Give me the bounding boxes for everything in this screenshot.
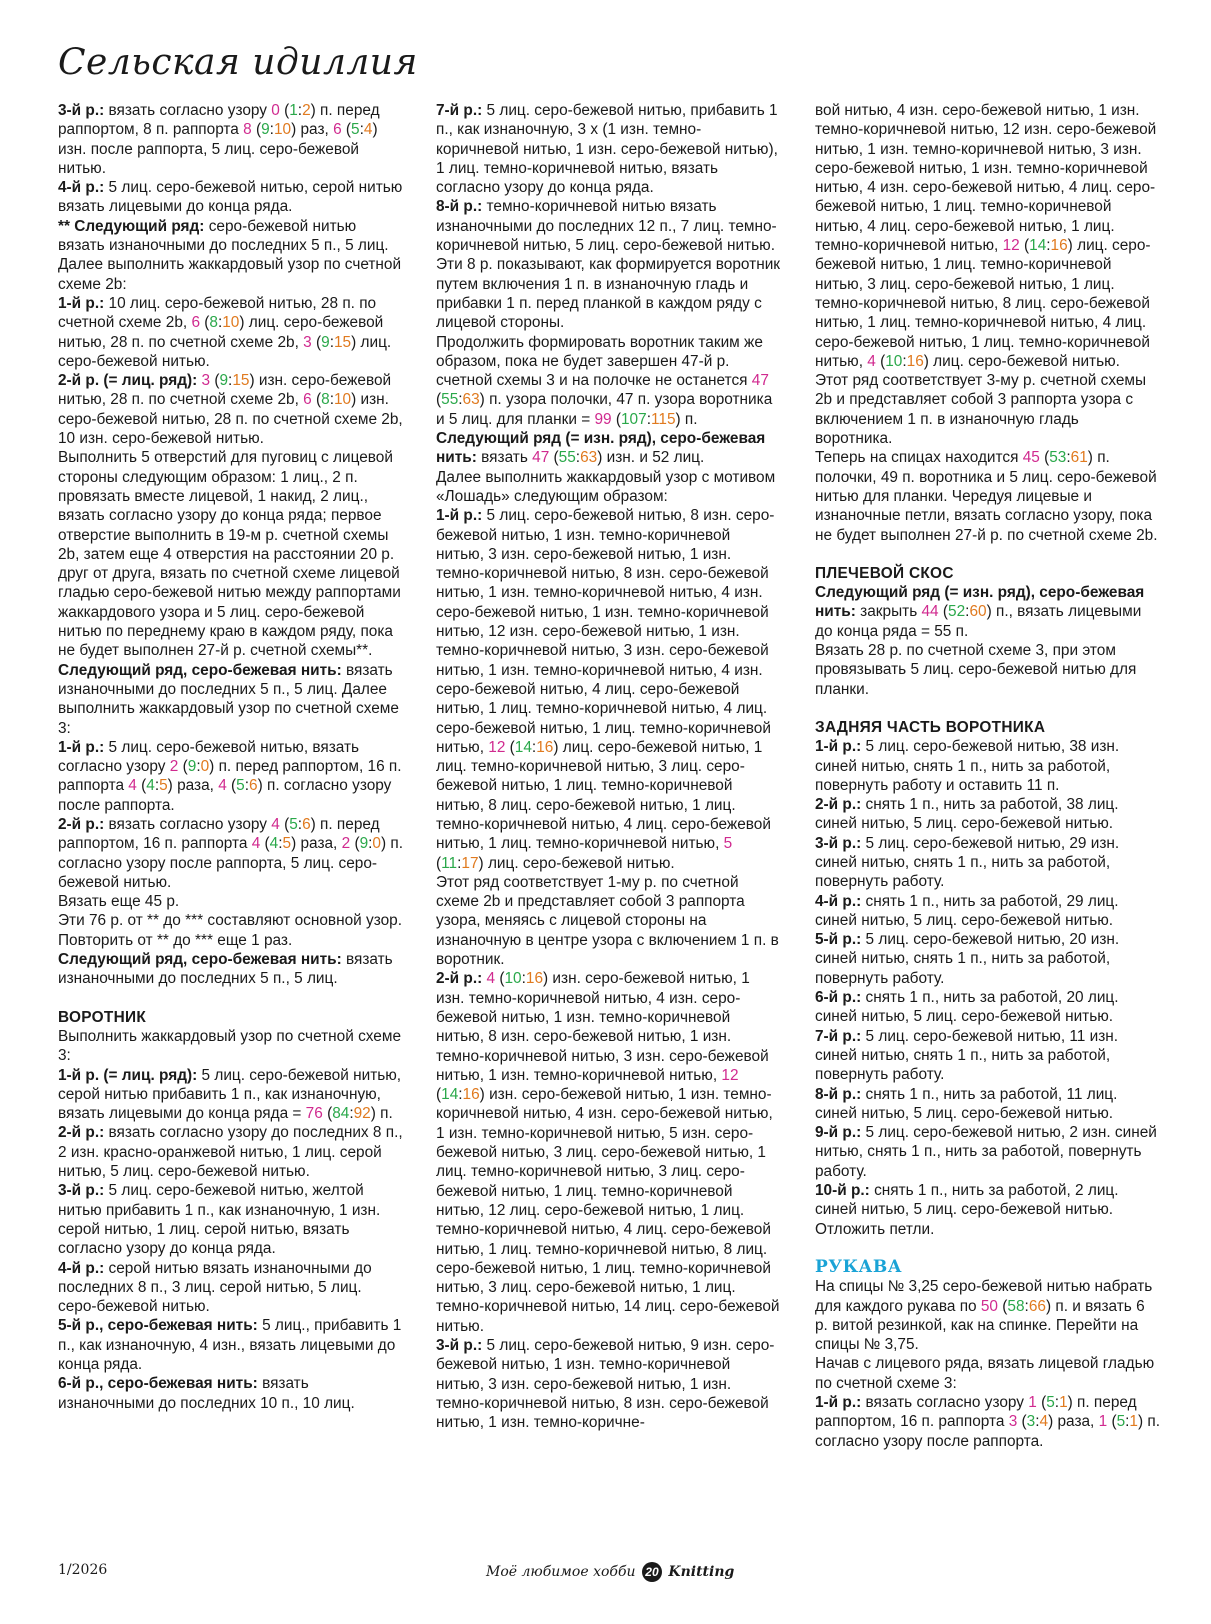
instruction-paragraph: Следующий ряд, серо-бежевая нить: вязать изнаночными до последних 5 п., 5 лиц.	[58, 951, 393, 988]
row-label: 2-й р.:	[58, 815, 109, 833]
row-label: 9-й р.:	[815, 1124, 866, 1142]
instruction-paragraph: Продолжить формировать воротник таким же образом, пока не будет завершен 47-й р. счетной схемы 3 и на полочке не останется 47 (55:63) п. узора полочки, 47 п. узора воротника и 5 лиц. для планки = 99 (107:115) п.	[436, 333, 773, 428]
section-heading: ПЛЕЧЕВОЙ СКОС	[815, 564, 954, 582]
row-label: ** Следующий ряд:	[58, 217, 209, 235]
row-label: 4-й р.:	[58, 1259, 109, 1277]
instruction-paragraph: 8-й р.: снять 1 п., нить за работой, 11 лиц. синей нитью, 5 лиц. серо-бежевой нитью.	[815, 1085, 1118, 1122]
row-label: 7-й р.:	[815, 1027, 866, 1045]
row-label: 8-й р.:	[815, 1085, 866, 1103]
row-label: 1-й р.:	[436, 507, 487, 525]
instruction-paragraph: 1-й р.: 5 лиц. серо-бежевой нитью, вязать согласно узору 2 (9:0) п. перед раппортом, 16 п. раппорта 4 (4:5) раза, 4 (5:6) п. согласно узору после раппорта.	[58, 738, 402, 814]
instruction-paragraph: 2-й р.: вязать согласно узору 4 (5:6) п. перед раппортом, 16 п. раппорта 4 (4:5) раза, 2 (9:0) п. согласно узору после раппорта, 5 лиц. серо-бежевой нитью.	[58, 815, 404, 891]
instruction-paragraph: Вязать 28 р. по счетной схеме 3, при этом провязывать 5 лиц. серо-бежевой нитью для планки.	[815, 642, 1137, 698]
instruction-paragraph: 5-й р., серо-бежевая нить: 5 лиц., прибавить 1 п., как изнаночную, 4 изн., вязать лицевыми до конца ряда.	[58, 1317, 402, 1373]
instruction-paragraph: 2-й р.: снять 1 п., нить за работой, 38 лиц. синей нитью, 5 лиц. серо-бежевой нитью.	[815, 796, 1119, 833]
row-label: Следующий ряд, серо-бежевая нить:	[58, 661, 347, 679]
instruction-paragraph: 1-й р.: вязать согласно узору 1 (5:1) п. перед раппортом, 16 п. раппорта 3 (3:4) раза, 1 (5:1) п. согласно узору после раппорта.	[815, 1394, 1161, 1450]
instruction-paragraph: 7-й р.: 5 лиц. серо-бежевой нитью, прибавить 1 п., как изнаночную, 3 х (1 изн. темно-коричневой нитью, 1 изн. серо-бежевой нитью), 1 лиц. темно-коричневой нитью, вязать согласно узору до конца ряда.	[436, 102, 778, 197]
instruction-paragraph: 10-й р.: снять 1 п., нить за работой, 2 лиц. синей нитью, 5 лиц. серо-бежевой нитью. Отложить петли.	[815, 1182, 1119, 1238]
instruction-paragraph: 3-й р.: 5 лиц. серо-бежевой нитью, 29 изн. синей нитью, снять 1 п., нить за работой, повернуть работу.	[815, 834, 1120, 891]
instruction-paragraph: 9-й р.: 5 лиц. серо-бежевой нитью, 2 изн. синей нитью, снять 1 п., нить за работой, повернуть работу.	[815, 1124, 1157, 1180]
instruction-paragraph: Следующий ряд (= изн. ряд), серо-бежевая нить: закрыть 44 (52:60) п., вязать лицевыми до конца ряда = 55 п.	[815, 584, 1145, 640]
section-heading: ВОРОТНИК	[58, 1008, 147, 1026]
instruction-paragraph: Выполнить жаккардовый узор по счетной схеме 3:	[58, 1027, 402, 1065]
instruction-paragraph: Этот ряд соответствует 3-му р. счетной схемы 2b и представляет собой 3 раппорта узора с включением 1 п. в изнаночную гладь воротника.	[815, 372, 1147, 448]
row-label: 1-й р.:	[58, 738, 109, 756]
instruction-paragraph: 8-й р.: темно-коричневой нитью вязать изнаночными до последних 12 п., 7 лиц. темно-коричневой нитью, 5 лиц. серо-бежевой нитью.	[436, 198, 777, 255]
text-column-3	[815, 101, 1160, 1451]
row-label: 3-й р.:	[815, 834, 866, 852]
instruction-paragraph: 1-й р. (= лиц. ряд): 5 лиц. серо-бежевой нитью, серой нитью прибавить 1 п., как изнаночную, вязать лицевыми до конца ряда = 76 (84:92) п.	[58, 1066, 402, 1123]
row-label: 10-й р.:	[815, 1182, 875, 1200]
page-title: Сельская идиллия	[58, 42, 418, 83]
instruction-paragraph: 2-й р.: вязать согласно узору до последних 8 п., 2 изн. красно-оранжевой нитью, 1 лиц. серой нитью, 5 лиц. серо-бежевой нитью.	[58, 1124, 403, 1181]
row-label: 7-й р.:	[436, 102, 487, 119]
instruction-paragraph: 2-й р. (= лиц. ряд): 3 (9:15) изн. серо-бежевой нитью, 28 п. по счетной схеме 2b, 6 (8:10) изн. серо-бежевой нитью, 28 п. по счетной схеме 2b, 10 изн. серо-бежевой нитью.	[58, 372, 403, 448]
spacer	[815, 545, 1160, 564]
instruction-paragraph: Эти 8 р. показывают, как формируется воротник путем включения 1 п. в изнаночную гладь и прибавки 1 п. перед планкой в каждом ряду с лицевой стороны.	[436, 256, 781, 332]
issue-number: 1/2026	[58, 1562, 108, 1578]
row-label: 2-й р.:	[58, 1124, 109, 1142]
instruction-paragraph: Вязать еще 45 р.	[58, 893, 180, 911]
row-label: Следующий ряд (= изн. ряд), серо-бежевая нить:	[436, 430, 766, 467]
instruction-paragraph: 3-й р.: вязать согласно узору 0 (1:2) п. перед раппортом, 8 п. раппорта 8 (9:10) раз, 6 (5:4) изн. после раппорта, 5 лиц. серо-бежевой нитью.	[58, 102, 380, 177]
instruction-paragraph: Начав с лицевого ряда, вязать лицевой гладью по счетной схеме 3:	[815, 1355, 1155, 1392]
row-label: 1-й р.:	[58, 294, 109, 312]
row-label: 2-й р. (= лиц. ряд):	[58, 372, 202, 390]
instruction-paragraph: 3-й р.: 5 лиц. серо-бежевой нитью, 9 изн. серо-бежевой нитью, 1 изн. темно-коричневой нитью, 3 изн. серо-бежевой нитью, 1 изн. темно-коричневой нитью, 8 изн. серо-бежевой нитью, 1 изн. темно-коричне-	[436, 1337, 775, 1432]
instruction-paragraph: 6-й р.: снять 1 п., нить за работой, 20 лиц. синей нитью, 5 лиц. серо-бежевой нитью.	[815, 989, 1119, 1026]
row-label: 5-й р., серо-бежевая нить:	[58, 1317, 263, 1335]
instruction-paragraph: вой нитью, 4 изн. серо-бежевой нитью, 1 изн. темно-коричневой нитью, 12 изн. серо-бежевой нитью, 1 изн. темно-коричневой нитью, 3 изн. серо-бежевой нитью, 1 изн. темно-коричневой нитью, 4 изн. серо-бежевой нитью, 4 лиц. серо-бежевой нитью, 1 лиц. темно-коричневой нитью, 4 лиц. серо-бежевой нитью, 1 лиц. темно-коричневой нитью, 12 (14:16) лиц. серо-бежевой нитью, 1 лиц. темно-коричневой нитью, 3 лиц. серо-бежевой нитью, 1 лиц. темно-коричневой нитью, 8 лиц. серо-бежевой нитью, 1 лиц. темно-коричневой нитью, 4 лиц. серо-бежевой нитью, 1 лиц. темно-коричневой нитью, 4 (10:16) лиц. серо-бежевой нитью.	[815, 102, 1157, 370]
instruction-paragraph: Повторить от ** до *** еще 1 раз.	[58, 931, 293, 949]
row-label: 6-й р.:	[815, 989, 866, 1007]
instruction-paragraph: 7-й р.: 5 лиц. серо-бежевой нитью, 11 изн. синей нитью, снять 1 п., нить за работой, повернуть работу.	[815, 1027, 1119, 1084]
instruction-paragraph: 1-й р.: 10 лиц. серо-бежевой нитью, 28 п. по счетной схеме 2b, 6 (8:10) лиц. серо-бежевой нитью, 28 п. по счетной схеме 2b, 3 (9:15) лиц. серо-бежевой нитью.	[58, 294, 392, 370]
instruction-paragraph: На спицы № 3,25 серо-бежевой нитью набрать для каждого рукава по 50 (58:66) п. и вязать 6 р. витой резинкой, как на спинке. Перейти на спицы № 3,75.	[815, 1278, 1153, 1354]
instruction-paragraph: Следующий ряд, серо-бежевая нить: вязать изнаночными до последних 5 п., 5 лиц. Далее выполнить жаккардовый узор по счетной схеме 3:	[58, 661, 399, 737]
row-label: 4-й р.:	[815, 892, 866, 910]
instruction-paragraph: 3-й р.: 5 лиц. серо-бежевой нитью, желтой нитью прибавить 1 п., как изнаночную, 1 изн. серой нитью, 1 лиц. серой нитью, вязать согласно узору до конца ряда.	[58, 1182, 381, 1258]
instruction-paragraph: 5-й р.: 5 лиц. серо-бежевой нитью, 20 изн. синей нитью, снять 1 п., нить за работой, повернуть работу.	[815, 931, 1120, 987]
row-label: 3-й р.:	[58, 1182, 109, 1200]
row-label: 1-й р.:	[815, 1394, 866, 1411]
section-heading: ЗАДНЯЯ ЧАСТЬ ВОРОТНИКА	[815, 718, 1046, 736]
instruction-paragraph: Этот ряд соответствует 1-му р. по счетной схеме 2b и представляет собой 3 раппорта узора, меняясь с лицевой стороны на изнаночную в центре узора с включением 1 п. в воротник.	[436, 873, 779, 969]
page-number: 20	[642, 1562, 662, 1582]
section-title: РУКАВА	[815, 1256, 903, 1277]
row-label: 3-й р.:	[58, 102, 109, 119]
spacer	[58, 989, 403, 1008]
instruction-paragraph: 1-й р.: 5 лиц. серо-бежевой нитью, 8 изн. серо-бежевой нитью, 1 изн. темно-коричневой нитью, 3 изн. серо-бежевой нитью, 1 изн. темно-коричневой нитью, 8 изн. серо-бежевой нитью, 1 изн. темно-коричневой нитью, 4 изн. серо-бежевой нитью, 1 изн. темно-коричневой нитью, 12 изн. серо-бежевой нитью, 1 изн. темно-коричневой нитью, 3 изн. серо-бежевой нитью, 1 изн. темно-коричневой нитью, 4 изн. серо-бежевой нитью, 4 лиц. серо-бежевой нитью, 1 лиц. темно-коричневой нитью, 4 лиц. серо-бежевой нитью, 1 лиц. темно-коричневой нитью, 12 (14:16) лиц. серо-бежевой нитью, 1 лиц. темно-коричневой нитью, 3 лиц. серо-бежевой нитью, 1 лиц. темно-коричневой нитью, 8 лиц. серо-бежевой нитью, 1 лиц. темно-коричневой нитью, 4 лиц. серо-бежевой нитью, 1 лиц. темно-коричневой нитью, 5 (11:17) лиц. серо-бежевой нитью.	[436, 507, 775, 872]
instruction-paragraph: Теперь на спицах находится 45 (53:61) п. полочки, 49 п. воротника и 5 лиц. серо-бежевой нитью для планки. Чередуя лицевые и изнаночные петли, вязать согласно узору, пока не будет выполнен 27-й р. по счетной схеме 2b.	[815, 449, 1158, 544]
row-label: 4-й р.:	[58, 179, 109, 197]
spacer	[815, 1239, 1160, 1258]
section-name: Knitting	[668, 1564, 735, 1580]
row-label: 2-й р.:	[815, 796, 866, 814]
instruction-paragraph: 6-й р., серо-бежевая нить: вязать изнаночными до последних 10 п., 10 лиц.	[58, 1375, 355, 1412]
row-label: 1-й р.:	[815, 738, 866, 756]
row-label: 6-й р., серо-бежевая нить:	[58, 1375, 263, 1393]
instruction-paragraph: Далее выполнить жаккардовый узор с мотивом «Лошадь» следующим образом:	[436, 468, 776, 505]
spacer	[815, 699, 1160, 718]
row-label: Следующий ряд, серо-бежевая нить:	[58, 951, 347, 969]
instruction-paragraph: 4-й р.: снять 1 п., нить за работой, 29 лиц. синей нитью, 5 лиц. серо-бежевой нитью.	[815, 892, 1119, 929]
footer-brand	[486, 1562, 734, 1582]
instruction-paragraph: Следующий ряд (= изн. ряд), серо-бежевая нить: вязать 47 (55:63) изн. и 52 лиц.	[436, 430, 766, 467]
instruction-paragraph: Эти 76 р. от ** до *** составляют основной узор.	[58, 912, 402, 930]
magazine-name: Моё любимое хобби	[486, 1564, 636, 1580]
row-label: 1-й р. (= лиц. ряд):	[58, 1066, 202, 1084]
instruction-paragraph: Выполнить 5 отверстий для пуговиц с лицевой стороны следующим образом: 1 лиц., 2 п. провязать вместе лицевой, 1 накид, 2 лиц., вязать согласно узору до конца ряда; первое отверстие выполнить в 19-м р. счетной схемы 2b, затем еще 4 отверстия на расстоянии 20 р. друг от друга, вязать по счетной схеме лицевой гладью серо-бежевой нитью между раппортами жаккардового узора и 5 лиц. серо-бежевой нитью по переднему краю в каждом ряду, пока не будет выполнен 27-й р. счетной схемы**.	[58, 449, 401, 660]
row-label: Следующий ряд (= изн. ряд), серо-бежевая нить:	[815, 584, 1145, 621]
text-column-2	[436, 101, 781, 1432]
text-column-1	[58, 101, 403, 1413]
instruction-paragraph: ** Следующий ряд: серо-бежевой нитью вязать изнаночными до последних 5 п., 5 лиц. Далее выполнить жаккардовый узор по счетной схеме 2b:	[58, 217, 402, 293]
row-label: 5-й р.:	[815, 931, 866, 949]
row-label: 2-й р.:	[436, 970, 487, 988]
row-label: 3-й р.:	[436, 1337, 487, 1354]
row-label: 8-й р.:	[436, 198, 487, 216]
instruction-paragraph: 1-й р.: 5 лиц. серо-бежевой нитью, 38 изн. синей нитью, снять 1 п., нить за работой, повернуть работу и оставить 11 п.	[815, 738, 1120, 794]
instruction-paragraph: 2-й р.: 4 (10:16) изн. серо-бежевой нитью, 1 изн. темно-коричневой нитью, 4 изн. серо-бежевой нитью, 1 изн. темно-коричневой нитью, 8 изн. серо-бежевой нитью, 1 изн. темно-коричневой нитью, 3 изн. серо-бежевой нитью, 1 изн. темно-коричневой нитью, 12 (14:16) изн. серо-бежевой нитью, 1 изн. темно-коричневой нитью, 4 изн. серо-бежевой нитью, 1 изн. темно-коричневой нитью, 5 изн. серо-бежевой нитью, 3 лиц. серо-бежевой нитью, 1 лиц. темно-коричневой нитью, 3 лиц. серо-бежевой нитью, 1 лиц. темно-коричневой нитью, 12 лиц. серо-бежевой нитью, 1 лиц. темно-коричневой нитью, 4 лиц. серо-бежевой нитью, 1 лиц. темно-коричневой нитью, 8 лиц. серо-бежевой нитью, 1 лиц. темно-коричневой нитью, 3 лиц. серо-бежевой нитью, 1 лиц. темно-коричневой нитью, 14 лиц. серо-бежевой нитью.	[436, 970, 780, 1335]
instruction-paragraph: 4-й р.: 5 лиц. серо-бежевой нитью, серой нитью вязать лицевыми до конца ряда.	[58, 179, 403, 216]
instruction-paragraph: 4-й р.: серой нитью вязать изнаночными до последних 8 п., 3 лиц. серой нитью, 5 лиц. серо-бежевой нитью.	[58, 1259, 372, 1316]
